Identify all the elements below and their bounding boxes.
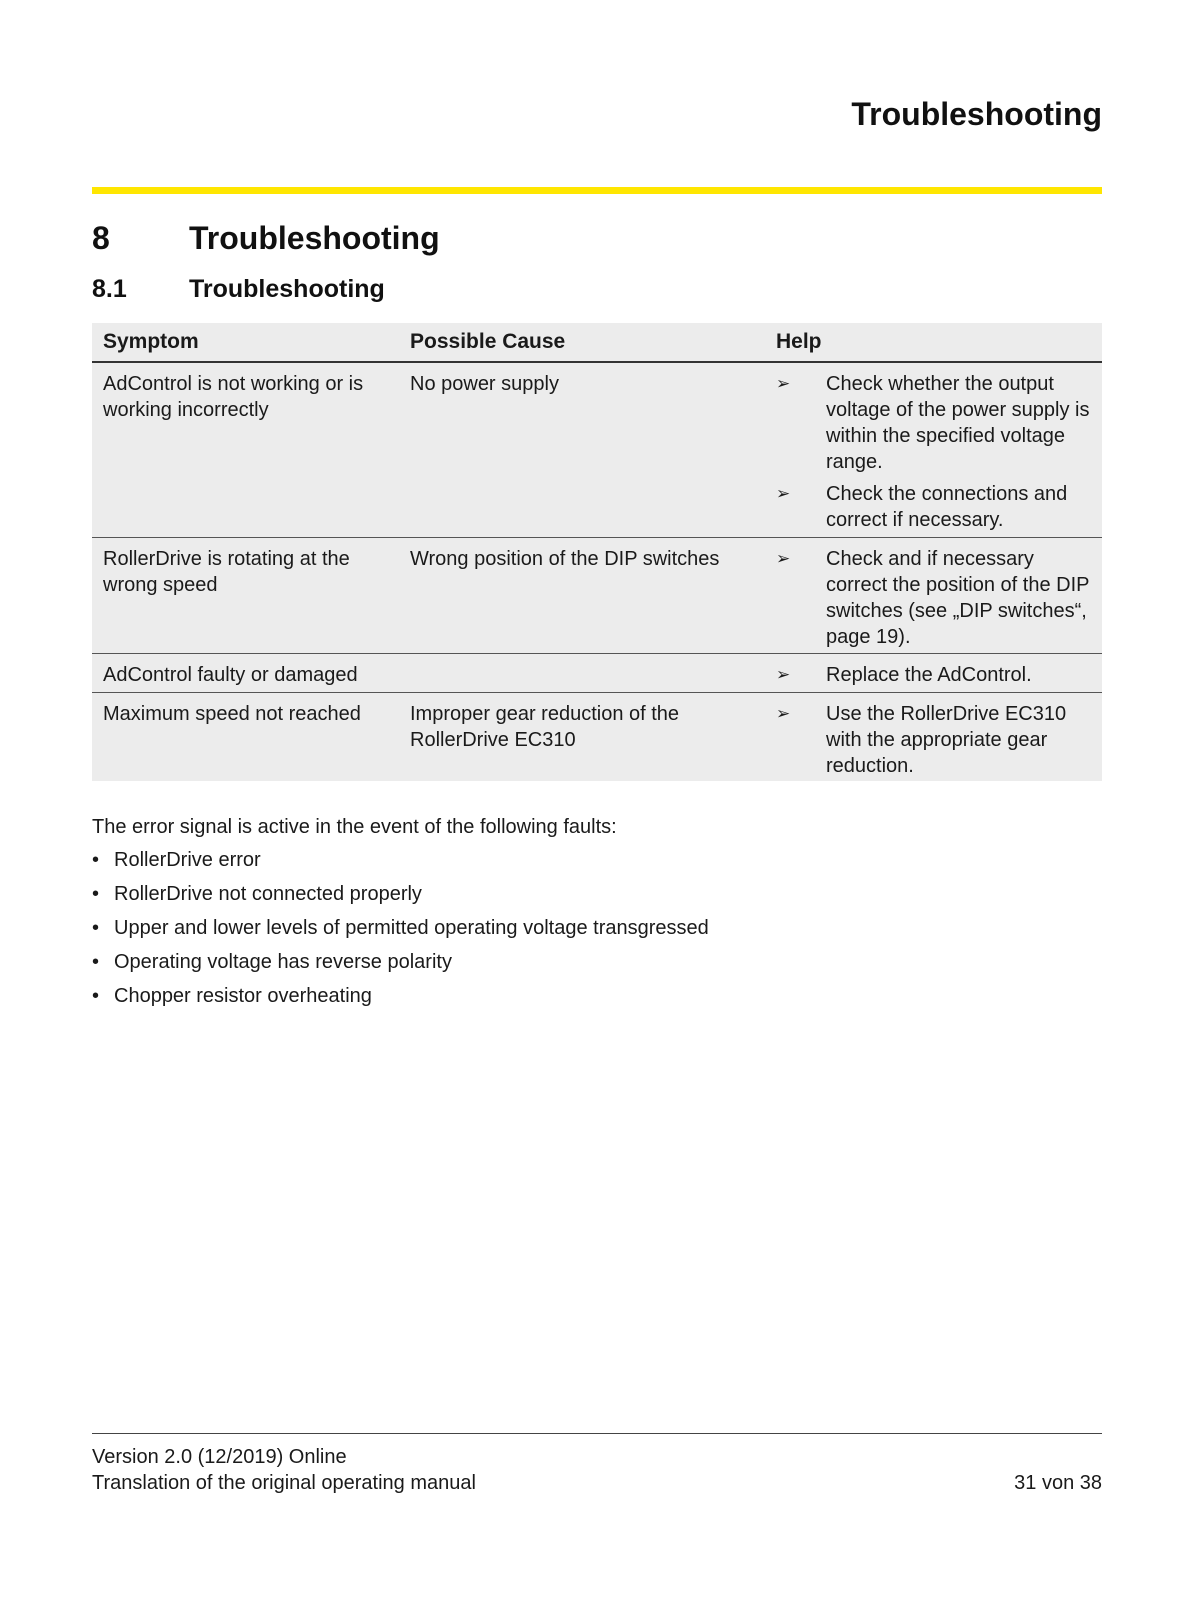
- running-title: Troubleshooting: [851, 96, 1102, 132]
- help-text: Check the connections and correct if necessary.: [826, 483, 1068, 531]
- help-cell: [765, 662, 1102, 686]
- arrow-bullet-icon: ➢: [776, 704, 791, 723]
- faults-list: [92, 849, 709, 1019]
- symptom-cell: AdControl is not working or is working incorrectly: [103, 373, 364, 421]
- symptom-cell: AdControl faulty or damaged: [103, 664, 358, 686]
- list-item: [92, 985, 709, 1019]
- cause-cell: Wrong position of the DIP switches: [410, 548, 720, 570]
- list-item-text: RollerDrive not connected properly: [114, 883, 422, 905]
- table-row: [92, 654, 1102, 693]
- bullet-icon: •: [92, 917, 100, 939]
- footer-rule: [92, 1433, 1102, 1434]
- help-item: [765, 481, 1102, 533]
- cause-cell: Improper gear reduction of the RollerDrive EC310: [410, 703, 680, 751]
- list-item-text: Chopper resistor overheating: [114, 985, 372, 1007]
- section-heading: [92, 220, 440, 257]
- cause-cell: [399, 662, 765, 686]
- table-row: [92, 538, 1102, 654]
- list-item-text: Operating voltage has reverse polarity: [114, 951, 452, 973]
- list-item: [92, 849, 709, 883]
- help-cell: [765, 371, 1102, 531]
- faults-intro: The error signal is active in the event of the following faults:: [92, 816, 617, 838]
- list-item: [92, 917, 709, 951]
- subsection-number: 8.1: [92, 275, 127, 303]
- help-cell: [765, 701, 1102, 775]
- table-header: [92, 323, 1102, 363]
- bullet-icon: •: [92, 951, 100, 973]
- help-text: Check whether the output voltage of the power supply is within the specified voltage range.: [826, 373, 1090, 473]
- footer-version: Version 2.0 (12/2019) Online: [92, 1446, 347, 1468]
- header-help: Help: [776, 330, 822, 353]
- help-item: [765, 662, 1102, 688]
- help-text: Replace the AdControl.: [826, 664, 1032, 686]
- help-text: Use the RollerDrive EC310 with the appropriate gear reduction.: [826, 703, 1067, 777]
- bullet-icon: •: [92, 985, 100, 1007]
- arrow-bullet-icon: ➢: [776, 665, 791, 684]
- help-text: Check and if necessary correct the position of the DIP switches (see „DIP switches“, page 19).: [826, 548, 1090, 648]
- section-number: 8: [92, 220, 110, 256]
- header-symptom: Symptom: [103, 330, 199, 353]
- arrow-bullet-icon: ➢: [776, 374, 791, 393]
- help-cell: [765, 546, 1102, 647]
- list-item-text: Upper and lower levels of permitted operating voltage transgressed: [114, 917, 709, 939]
- footer-subtitle: Translation of the original operating manual: [92, 1472, 476, 1494]
- symptom-cell: Maximum speed not reached: [103, 703, 361, 725]
- cause-cell: No power supply: [410, 373, 559, 395]
- subsection-title: Troubleshooting: [189, 275, 385, 303]
- help-item: [765, 546, 1102, 650]
- help-item: [765, 701, 1102, 779]
- accent-rule: [92, 187, 1102, 194]
- troubleshooting-table: [92, 323, 1102, 781]
- table-row: [92, 363, 1102, 538]
- list-item-text: RollerDrive error: [114, 849, 261, 871]
- arrow-bullet-icon: ➢: [776, 549, 791, 568]
- help-item: [765, 371, 1102, 475]
- symptom-cell: RollerDrive is rotating at the wrong speed: [103, 548, 350, 596]
- list-item: [92, 951, 709, 985]
- bullet-icon: •: [92, 883, 100, 905]
- header-cause: Possible Cause: [410, 330, 566, 353]
- page-number: 31 von 38: [1014, 1472, 1102, 1494]
- table-row: [92, 693, 1102, 781]
- section-title: Troubleshooting: [189, 220, 440, 256]
- subsection-heading: [92, 275, 385, 304]
- bullet-icon: •: [92, 849, 100, 871]
- arrow-bullet-icon: ➢: [776, 484, 791, 503]
- list-item: [92, 883, 709, 917]
